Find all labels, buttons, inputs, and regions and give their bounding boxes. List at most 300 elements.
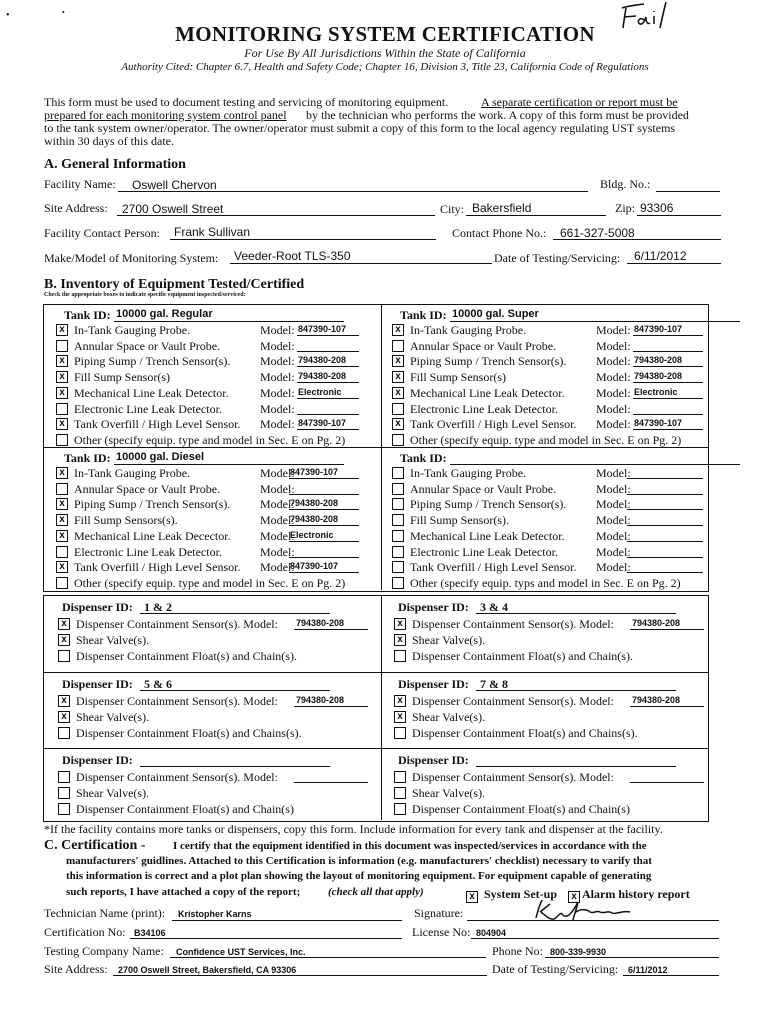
dispenser-checkbox[interactable] [58, 771, 70, 783]
tank-id-line [114, 321, 344, 322]
tank-id-label: Tank ID: [64, 308, 111, 322]
equipment-checkbox[interactable] [56, 546, 68, 558]
model-line [627, 509, 703, 510]
city-line [466, 215, 606, 216]
dispenser-column-divider [381, 596, 382, 820]
license-label: License No: [412, 925, 471, 939]
dispenser-id-value[interactable]: 3 & 4 [480, 600, 508, 614]
dispenser-model-line [630, 629, 704, 630]
site-address-value[interactable]: 2700 Oswell Street [122, 202, 224, 216]
model-label: Model: [596, 338, 631, 353]
equipment-label: Electronic Line Leak Detector. [74, 544, 222, 559]
license-line [471, 938, 719, 939]
dispenser-row[interactable] [394, 770, 714, 785]
equipment-checkbox[interactable] [392, 498, 404, 510]
dispenser-item-label: Shear Valve(s). [412, 786, 486, 800]
model-label: Model: [260, 497, 295, 512]
contact-phone-value[interactable]: 661-327-5008 [560, 226, 635, 240]
equipment-label: Annular Space or Vault Probe. [74, 338, 221, 353]
model-line [633, 429, 703, 430]
equipment-row[interactable] [392, 323, 712, 338]
dispenser-checkbox[interactable] [394, 803, 406, 815]
tank-id-label: Tank ID: [400, 451, 447, 465]
zip-value[interactable]: 93306 [640, 201, 674, 215]
equipment-row[interactable] [56, 370, 376, 385]
dispenser-checkbox[interactable] [58, 787, 70, 799]
model-line [297, 429, 359, 430]
company-phone-line [545, 957, 719, 958]
dispenser-item-label: Shear Valve(s). [76, 633, 150, 647]
model-line [289, 541, 359, 542]
dispenser-item-label: Shear Valve(s). [76, 786, 150, 800]
equipment-row[interactable] [392, 545, 712, 560]
technician-line [172, 920, 402, 921]
dispenser-row[interactable] [58, 710, 378, 725]
tank-id-line [450, 464, 740, 465]
model-label: Model: [596, 528, 631, 543]
contact-label: Facility Contact Person: [44, 226, 160, 240]
equipment-row[interactable] [56, 386, 376, 401]
model-line [627, 572, 703, 573]
dispenser-checkbox[interactable] [58, 727, 70, 739]
tech-address-line [113, 975, 487, 976]
model-line [633, 335, 703, 336]
equipment-row[interactable] [392, 339, 712, 354]
model-line [297, 351, 359, 352]
dispenser-checkbox[interactable]: x [58, 618, 70, 630]
equipment-label: Tank Overfill / High Level Sensor. [74, 560, 241, 575]
zip-label: Zip: [615, 201, 635, 215]
model-label: Model: [260, 544, 295, 559]
dispenser-row[interactable] [394, 726, 714, 741]
section-b-subheading: Check the appropriate boxes to indicate specific equipment inspected/serviced: [44, 292, 246, 298]
dispenser-row[interactable] [394, 633, 714, 648]
company-phone-value[interactable]: 800-339-9930 [550, 947, 607, 957]
alarm-history-label: Alarm history report [582, 887, 690, 901]
equipment-checkbox[interactable] [392, 561, 404, 573]
model-label: Model: [260, 466, 295, 480]
model-label: Model: [260, 370, 295, 385]
equipment-checkbox[interactable] [56, 340, 68, 352]
model-line [289, 525, 359, 526]
dispenser-row[interactable] [394, 649, 714, 664]
tech-address-value[interactable]: 2700 Oswell Street, Bakersfield, CA 93306 [118, 965, 297, 975]
equipment-label: In-Tank Gauging Probe. [410, 466, 527, 480]
contact-value[interactable]: Frank Sullivan [174, 225, 251, 239]
equipment-label: Piping Sump / Trench Sensor(s). [74, 497, 231, 512]
cert-text: I certify that the equipment identified in this document was inspected/services in accordance with the [173, 840, 647, 852]
company-label: Testing Company Name: [44, 944, 164, 958]
model-value[interactable]: 847390-107 [634, 324, 683, 334]
dispenser-id-label: Dispenser ID: [398, 600, 469, 614]
equipment-label: Annular Space or Vault Probe. [410, 481, 557, 496]
equipment-label: Tank Overfill / High Level Sensor. [410, 560, 577, 575]
tank-id-line [450, 321, 740, 322]
dispenser-item-label: Dispenser Containment Sensor(s). Model: [76, 694, 278, 708]
dispenser-model-line [630, 706, 704, 707]
license-value[interactable]: 804904 [476, 928, 507, 938]
model-value[interactable]: Electronic [298, 386, 342, 397]
signature-label: Signature: [414, 906, 464, 920]
intro-line-underlined: prepared for each monitoring system control panel [44, 108, 287, 122]
equipment-label: Mechanical Line Leak Decector. [74, 528, 231, 543]
dispenser-row[interactable] [394, 617, 714, 632]
cert-text: this information is correct and a plot plan showing the layout of monitoring equipment. For equipment capable of generating [66, 870, 652, 882]
system-setup-checkbox[interactable]: x [466, 891, 478, 903]
equipment-row[interactable] [56, 482, 376, 497]
model-label: Model: [260, 354, 295, 369]
tank-id-label: Tank ID: [64, 451, 111, 465]
equipment-row[interactable] [392, 560, 712, 575]
equipment-label: Other (specify equip. type and model in Sec. E on Pg. 2) [74, 432, 346, 447]
dispenser-checkbox[interactable] [58, 650, 70, 662]
alarm-history-checkbox[interactable]: x [568, 891, 580, 903]
dispenser-id-line [140, 766, 330, 767]
dispenser-checkbox[interactable]: x [58, 695, 70, 707]
dispenser-item-label: Dispenser Containment Float(s) and Chain(s) [76, 802, 294, 816]
equipment-checkbox[interactable] [392, 514, 404, 526]
equipment-checkbox[interactable]: x [392, 418, 404, 430]
technician-value[interactable]: Kristopher Karns [178, 909, 252, 919]
dispenser-item-label: Dispenser Containment Sensor(s). Model: [412, 770, 614, 784]
model-line [627, 494, 703, 495]
equipment-checkbox[interactable]: x [56, 514, 68, 526]
equipment-checkbox[interactable]: x [56, 467, 68, 479]
equipment-checkbox[interactable]: x [56, 387, 68, 399]
dispenser-id-label: Dispenser ID: [398, 677, 469, 691]
equipment-row[interactable] [392, 386, 712, 401]
dispenser-checkbox[interactable]: x [394, 618, 406, 630]
equipment-label: Mechanical Line Leak Detector. [410, 528, 565, 543]
dispenser-row[interactable] [58, 786, 378, 801]
equipment-row[interactable] [56, 323, 376, 338]
equipment-label: Annular Space or Vault Probe. [410, 338, 557, 353]
model-label: Model: [260, 385, 295, 400]
equipment-row[interactable] [56, 545, 376, 560]
dispenser-checkbox[interactable]: x [58, 711, 70, 723]
model-value[interactable]: 794380-208 [290, 514, 339, 525]
dispenser-item-label: Dispenser Containment Sensor(s). Model: [76, 770, 278, 784]
equipment-label: Fill Sump Sensors(s). [74, 513, 178, 528]
dispenser-checkbox[interactable]: x [394, 634, 406, 646]
model-value[interactable]: 794380-208 [634, 355, 683, 366]
dispenser-id-value[interactable]: 5 & 6 [144, 677, 172, 691]
dispenser-item-label: Shear Valve(s). [412, 710, 486, 724]
dispenser-model-line [630, 782, 704, 783]
equipment-checkbox[interactable] [56, 483, 68, 495]
dispenser-row[interactable] [58, 649, 378, 664]
equipment-checkbox[interactable]: x [56, 561, 68, 573]
tech-date-value[interactable]: 6/11/2012 [628, 965, 668, 975]
dispenser-model-line [294, 782, 368, 783]
model-line [297, 366, 359, 367]
equipment-checkbox[interactable] [392, 483, 404, 495]
model-label: Model: [260, 401, 295, 416]
equipment-row[interactable] [392, 466, 712, 481]
dispenser-item-label: Dispenser Containment Float(s) and Chains(s). [76, 726, 302, 740]
model-line [297, 414, 359, 415]
dispenser-item-label: Dispenser Containment Sensor(s). Model: [76, 617, 278, 631]
contact-phone-label: Contact Phone No.: [452, 226, 547, 240]
model-line [627, 541, 703, 542]
cert-no-value[interactable]: B34106 [134, 928, 166, 938]
equipment-checkbox[interactable] [392, 467, 404, 479]
model-line [289, 572, 359, 573]
equipment-row[interactable] [392, 482, 712, 497]
model-line [633, 398, 703, 399]
equipment-checkbox[interactable] [392, 530, 404, 542]
dispenser-row[interactable] [58, 633, 378, 648]
form-title: MONITORING SYSTEM CERTIFICATION [175, 22, 595, 46]
intro-line-underlined: A separate certification or report must be [481, 95, 678, 109]
dispenser-item-label: Dispenser Containment Sensor(s). Model: [412, 617, 614, 631]
equipment-row[interactable] [56, 529, 376, 544]
equipment-label: Other (specify equip. typs and model in Sec. E on Pg. 2) [410, 575, 681, 590]
facility-name-label: Facility Name: [44, 177, 116, 191]
model-label: Model: [596, 417, 631, 432]
equipment-label: Other (specify equip. type and model in Sec. E on Pg. 2) [74, 575, 346, 590]
dispenser-row[interactable] [394, 802, 714, 817]
equipment-label: Fill Sump Sensor(s) [410, 370, 507, 385]
city-value[interactable]: Bakersfield [472, 201, 532, 215]
tank-id-line [114, 464, 344, 465]
section-c-heading: C. Certification - [44, 838, 146, 853]
dispenser-model-value[interactable]: 794380-208 [632, 618, 681, 628]
model-line [289, 494, 359, 495]
model-value[interactable]: Electronic [634, 386, 678, 397]
dispenser-checkbox[interactable] [394, 727, 406, 739]
model-line [289, 478, 359, 479]
make-model-value[interactable]: Veeder-Root TLS-350 [234, 249, 351, 263]
equipment-checkbox[interactable]: x [392, 371, 404, 383]
model-line [297, 398, 359, 399]
cert-no-line [130, 938, 402, 939]
equipment-checkbox[interactable]: x [56, 530, 68, 542]
equipment-checkbox[interactable]: x [392, 324, 404, 336]
equipment-label: Electronic Line Leak Detector. [410, 401, 558, 416]
equipment-label: Electronic Line Leak Detector. [410, 544, 558, 559]
model-line [289, 509, 359, 510]
equipment-row[interactable] [392, 576, 712, 591]
company-phone-label: Phone No: [492, 944, 543, 958]
model-label: Model: [596, 513, 631, 528]
model-value[interactable]: 847390-107 [298, 418, 347, 429]
model-label: Model: [260, 338, 295, 353]
equipment-row[interactable] [392, 417, 712, 432]
equipment-checkbox[interactable]: x [56, 355, 68, 367]
system-setup-label: System Set-up [484, 887, 558, 901]
company-line [170, 957, 486, 958]
model-label: Model: [260, 528, 295, 543]
dispenser-model-value[interactable]: 794380-208 [632, 695, 681, 705]
section-b-heading: B. Inventory of Equipment Tested/Certified [44, 277, 305, 292]
dispenser-item-label: Dispenser Containment Float(s) and Chain(s) [412, 802, 630, 816]
tank-id-value[interactable]: 10000 gal. Super [452, 308, 539, 320]
equipment-row[interactable] [56, 466, 376, 481]
dispenser-checkbox[interactable] [394, 650, 406, 662]
model-value[interactable]: 847390-107 [634, 418, 683, 429]
model-value[interactable]: 847390-107 [290, 467, 339, 477]
model-value[interactable]: Electronic [290, 529, 334, 540]
equipment-row[interactable] [392, 497, 712, 512]
equipment-label: Electronic Line Leak Detector. [74, 401, 222, 416]
equipment-row[interactable] [56, 402, 376, 417]
dispenser-id-label: Dispenser ID: [62, 677, 133, 691]
section-a-heading: A. General Information [44, 157, 186, 172]
dispenser-item-label: Dispenser Containment Float(s) and Chain(s). [76, 649, 297, 663]
dispenser-checkbox[interactable] [394, 787, 406, 799]
equipment-row[interactable] [56, 433, 376, 448]
model-label: Model: [596, 481, 631, 496]
company-value[interactable]: Confidence UST Services, Inc. [176, 947, 306, 957]
equipment-checkbox[interactable] [392, 403, 404, 415]
model-value[interactable]: 794380-208 [298, 371, 347, 382]
model-value[interactable]: 794380-208 [290, 498, 339, 509]
tank-id-label: Tank ID: [400, 308, 447, 322]
bldg-no-label: Bldg. No.: [600, 177, 651, 191]
model-label: Model: [596, 354, 631, 369]
equipment-checkbox[interactable] [392, 546, 404, 558]
model-line [627, 557, 703, 558]
dispenser-model-value[interactable]: 794380-208 [296, 618, 345, 628]
dispenser-row[interactable] [58, 617, 378, 632]
dispenser-item-label: Dispenser Containment Float(s) and Chains(s). [412, 726, 638, 740]
dispenser-row[interactable] [58, 802, 378, 817]
equipment-checkbox[interactable]: x [56, 418, 68, 430]
equipment-row[interactable] [56, 576, 376, 591]
equipment-checkbox[interactable] [392, 577, 404, 589]
equipment-checkbox[interactable] [56, 403, 68, 415]
dispenser-row[interactable] [394, 694, 714, 709]
model-value[interactable]: 794380-208 [298, 355, 347, 366]
dispenser-row[interactable] [394, 786, 714, 801]
equipment-row[interactable] [392, 370, 712, 385]
equipment-checkbox[interactable] [56, 577, 68, 589]
tank-id-value[interactable]: 10000 gal. Diesel [116, 451, 205, 463]
equipment-row[interactable] [392, 433, 712, 448]
dispenser-row[interactable] [58, 770, 378, 785]
equipment-checkbox[interactable]: x [56, 324, 68, 336]
equipment-checkbox[interactable] [392, 340, 404, 352]
tech-date-label: Date of Testing/Servicing: [492, 962, 619, 976]
equipment-row[interactable] [56, 560, 376, 575]
make-model-line [230, 263, 492, 264]
dispenser-id-label: Dispenser ID: [62, 600, 133, 614]
equipment-label: Fill Sump Sensor(s). [410, 513, 510, 528]
equipment-label: Piping Sump / Trench Sensor(s). [74, 354, 231, 369]
model-value[interactable]: 847390-107 [290, 561, 339, 572]
model-label: Model: [596, 466, 631, 480]
equipment-checkbox[interactable]: x [56, 498, 68, 510]
equipment-row[interactable] [392, 513, 712, 528]
date-testing-line [627, 263, 721, 264]
equipment-row[interactable] [56, 497, 376, 512]
model-line [627, 478, 703, 479]
model-label: Model: [596, 497, 631, 512]
model-line [633, 414, 703, 415]
date-testing-value[interactable]: 6/11/2012 [634, 249, 687, 263]
equipment-label: In-Tank Gauging Probe. [74, 323, 191, 337]
dispenser-model-value[interactable]: 794380-208 [296, 695, 345, 705]
cert-text-italic: (check all that apply) [328, 886, 424, 898]
model-label: Model: [260, 481, 295, 496]
dispenser-id-line [476, 766, 676, 767]
model-value[interactable]: 794380-208 [634, 371, 683, 382]
model-label: Model: [260, 323, 295, 337]
dispenser-row[interactable] [394, 710, 714, 725]
model-value[interactable]: 847390-107 [298, 324, 347, 334]
dispenser-checkbox[interactable] [394, 771, 406, 783]
dispenser-id-value[interactable]: 7 & 8 [480, 677, 508, 691]
equipment-row[interactable] [56, 354, 376, 369]
model-label: Model: [596, 401, 631, 416]
equipment-checkbox[interactable]: x [56, 371, 68, 383]
model-label: Model: [260, 417, 295, 432]
tech-address-label: Site Address: [44, 962, 108, 976]
model-label: Model: [596, 370, 631, 385]
equipment-label: Mechanical Line Leak Detector. [74, 385, 229, 400]
equipment-row[interactable] [56, 417, 376, 432]
dispenser-row[interactable] [58, 726, 378, 741]
dispenser-item-label: Dispenser Containment Float(s) and Chain(s). [412, 649, 633, 663]
equipment-row[interactable] [392, 354, 712, 369]
model-label: Model: [260, 513, 295, 528]
dispenser-row[interactable] [58, 694, 378, 709]
tank-id-value[interactable]: 10000 gal. Regular [116, 308, 213, 320]
cert-text: manufacturers' guidlines. Attached to this Certification is information (e.g. manufacturers' checklist) necessary to varify that [66, 855, 652, 867]
authority-cited: Authority Cited: Chapter 6.7, Health and Safety Code; Chapter 16, Division 3, Title 23, California Code of Regulations [121, 61, 649, 73]
equipment-row[interactable] [392, 529, 712, 544]
model-line [633, 366, 703, 367]
equipment-row[interactable] [56, 339, 376, 354]
site-address-label: Site Address: [44, 201, 108, 215]
facility-name-value[interactable]: Oswell Chervon [132, 178, 217, 192]
dispenser-id-label: Dispenser ID: [62, 753, 133, 767]
model-label: Model: [596, 323, 631, 337]
dispenser-checkbox[interactable]: x [58, 634, 70, 646]
dispenser-checkbox[interactable]: x [394, 695, 406, 707]
equipment-label: Annular Space or Vault Probe. [74, 481, 221, 496]
dispenser-checkbox[interactable] [58, 803, 70, 815]
equipment-checkbox[interactable] [56, 434, 68, 446]
zip-line [637, 215, 721, 216]
dispenser-checkbox[interactable]: x [394, 711, 406, 723]
bldg-no-line[interactable] [656, 191, 720, 192]
make-model-label: Make/Model of Monitoring System: [44, 251, 219, 265]
model-line [633, 382, 703, 383]
cert-text: such reports, I have attached a copy of the report; [66, 886, 301, 898]
intro-line: to the tank system owner/operator. The owner/operator must submit a copy of this form to the local agency regulating UST systems [44, 121, 676, 135]
dispenser-id-value[interactable]: 1 & 2 [144, 600, 172, 614]
equipment-checkbox[interactable] [392, 434, 404, 446]
equipment-checkbox[interactable]: x [392, 355, 404, 367]
dispenser-item-label: Shear Valve(s). [76, 710, 150, 724]
model-label: Model: [596, 560, 631, 575]
technician-label: Technician Name (print): [44, 906, 166, 920]
model-line [633, 351, 703, 352]
model-label: Model: [596, 385, 631, 400]
scan-dot: • [6, 10, 10, 21]
equipment-row[interactable] [56, 513, 376, 528]
model-line [289, 557, 359, 558]
footnote: *If the facility contains more tanks or dispensers, copy this form. Include information for every tank and dispenser at the facility. [44, 822, 663, 836]
model-line [297, 335, 359, 336]
equipment-checkbox[interactable]: x [392, 387, 404, 399]
cert-no-label: Certification No: [44, 925, 126, 939]
equipment-label: In-Tank Gauging Probe. [74, 466, 191, 480]
equipment-row[interactable] [392, 402, 712, 417]
equipment-label: Fill Sump Sensor(s) [74, 370, 171, 385]
